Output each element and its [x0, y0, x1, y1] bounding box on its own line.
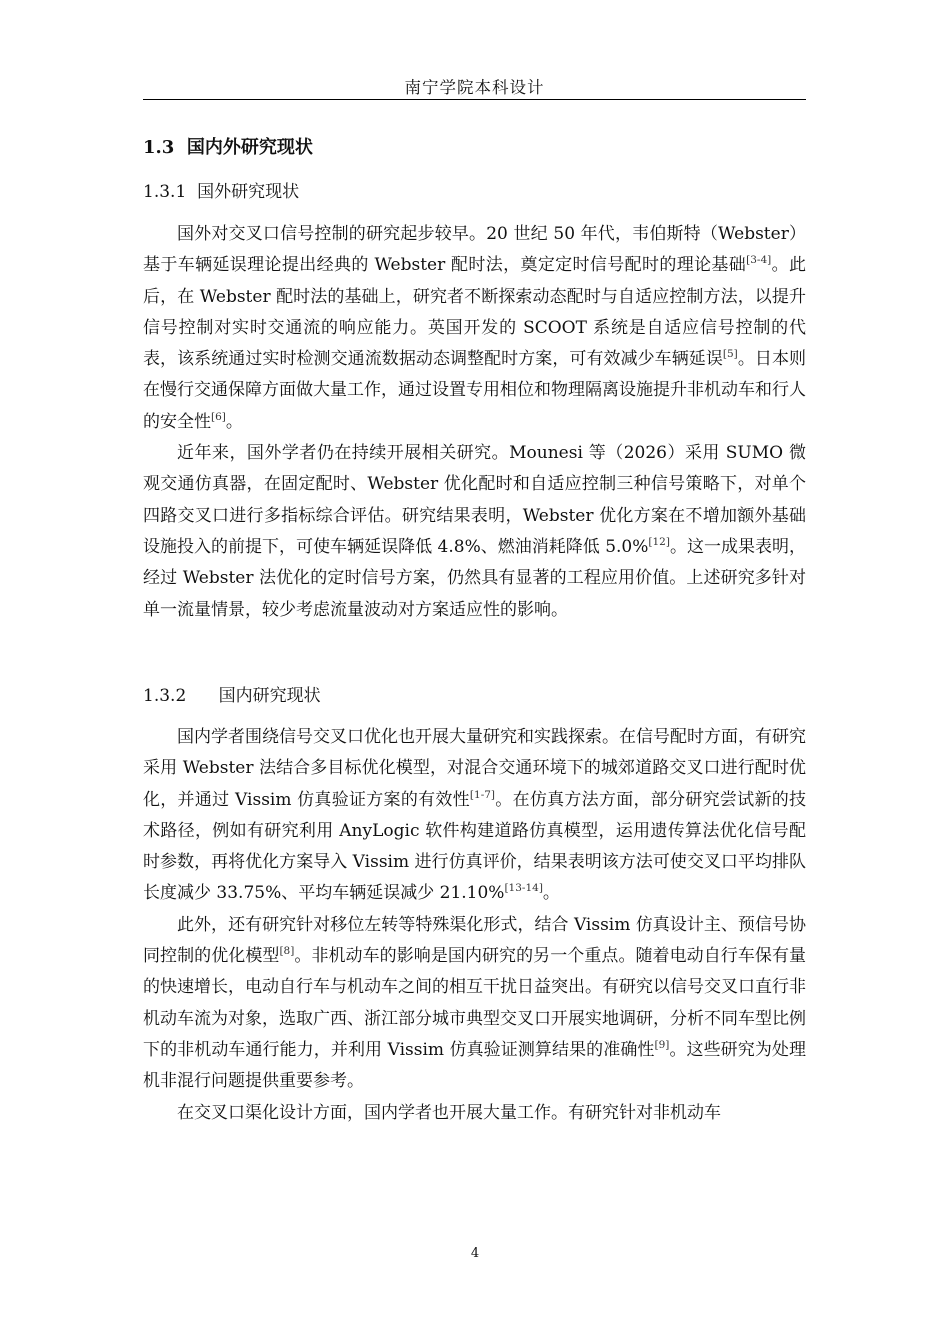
paragraph-text: 。这些研究为处理机非混行问题提供重要参考。 — [143, 1039, 807, 1092]
citation: [13-14] — [504, 882, 543, 895]
paragraph-text: 。日本则在慢行交通保障方面做大量工作，通过设置专用相位和物理隔离设施提升非机动车和行人的安全性 — [143, 349, 807, 432]
paragraph-text: 近年来，国外学者仍在持续开展相关研究。Mounesi 等（2026）采用 SUMO 微观交通仿真器，在固定配时、Webster 优化配时和自适应控制三种信号策略下，对单个四路交叉口进行多指标综合评估。研究结果表明，Webster 优化方案在不增加额外基础设施投入的前提下，可使车辆延误降低 4.8%、燃油消耗降低 5.0% — [143, 443, 806, 557]
body-block-domestic — [143, 722, 806, 1129]
header-divider — [143, 99, 806, 100]
citation: [5] — [722, 348, 738, 361]
body-block-foreign — [143, 219, 806, 626]
paragraph-text: 。非机动车的影响是国内研究的另一个重点。随着电动自行车保有量的快速增长，电动自行车与机动车之间的相互干扰日益突出。有研究以信号交叉口直行非机动车流为对象，选取广西、浙江部分城市典型交叉口开展实地调研，分析不同车型比例下的非机动车通行能力，并利用 Vissim 仿真验证测算结果的准确性 — [143, 946, 807, 1060]
paragraph-text: 此外，还有研究针对移位左转等特殊渠化形式，结合 Vissim 仿真设计主、预信号协同控制的优化模型 — [143, 914, 806, 967]
paragraph-text: 。 — [225, 411, 243, 432]
citation: [9] — [654, 1038, 670, 1051]
citation: [3-4] — [746, 254, 772, 267]
citation: [8] — [279, 945, 295, 958]
page-number: 4 — [470, 1246, 480, 1261]
subsection-heading-domestic: 1.3.2 国内研究现状 — [143, 686, 321, 706]
paragraph — [143, 910, 806, 1098]
paragraph-text: 。这一成果表明，经过 Webster 法优化的定时信号方案，仍然具有显著的工程应用价值。上述研究多针对单一流量情景，较少考虑流量波动对方案适应性的影响。 — [143, 536, 807, 620]
citation: [6] — [211, 410, 226, 423]
paragraph-text: 。在仿真方法方面，部分研究尝试新的技术路径，例如有研究利用 AnyLogic 软件构建道路仿真模型，运用遗传算法优化信号配时参数，再将优化方案导入 Vissim 进行仿真评价，结果表明该方法可使交叉口平均排队长度减少 33.75%、平均车辆延误减少 21.10% — [143, 789, 806, 904]
paragraph-text: 。 — [542, 883, 560, 904]
paragraph-text: 国内学者围绕信号交叉口优化也开展大量研究和实践探索。在信号配时方面，有研究采用 Webster 法结合多目标优化模型，对混合交通环境下的城郊道路交叉口进行配时优化，并通过 Vissim 仿真验证方案的有效性 — [143, 727, 806, 810]
paragraph — [143, 219, 806, 438]
citation: [1-7] — [469, 788, 496, 801]
section-heading: 1.3 国内外研究现状 — [143, 137, 313, 158]
paragraph-text: 在交叉口渠化设计方面，国内学者也开展大量工作。有研究针对非机动车 — [177, 1102, 721, 1123]
running-header: 南宁学院本科设计 — [404, 78, 545, 97]
paragraph — [143, 438, 806, 626]
paragraph-text: 。此后，在 Webster 配时法的基础上，研究者不断探索动态配时与自适应控制方法，以提升信号控制对实时交通流的响应能力。英国开发的 SCOOT 系统是自适应信号控制的代表，该系统通过实时检测交通流数据动态调整配时方案，可有效减少车辆延误 — [143, 255, 806, 370]
subsection-heading-foreign: 1.3.1 国外研究现状 — [143, 182, 300, 202]
paragraph — [143, 722, 806, 910]
paragraph — [143, 1098, 806, 1129]
paragraph-text: 国外对交叉口信号控制的研究起步较早。20 世纪 50 年代，韦伯斯特（Webster）基于车辆延误理论提出经典的 Webster 配时法，奠定定时信号配时的理论基础 — [143, 224, 806, 276]
citation: [12] — [648, 535, 670, 548]
